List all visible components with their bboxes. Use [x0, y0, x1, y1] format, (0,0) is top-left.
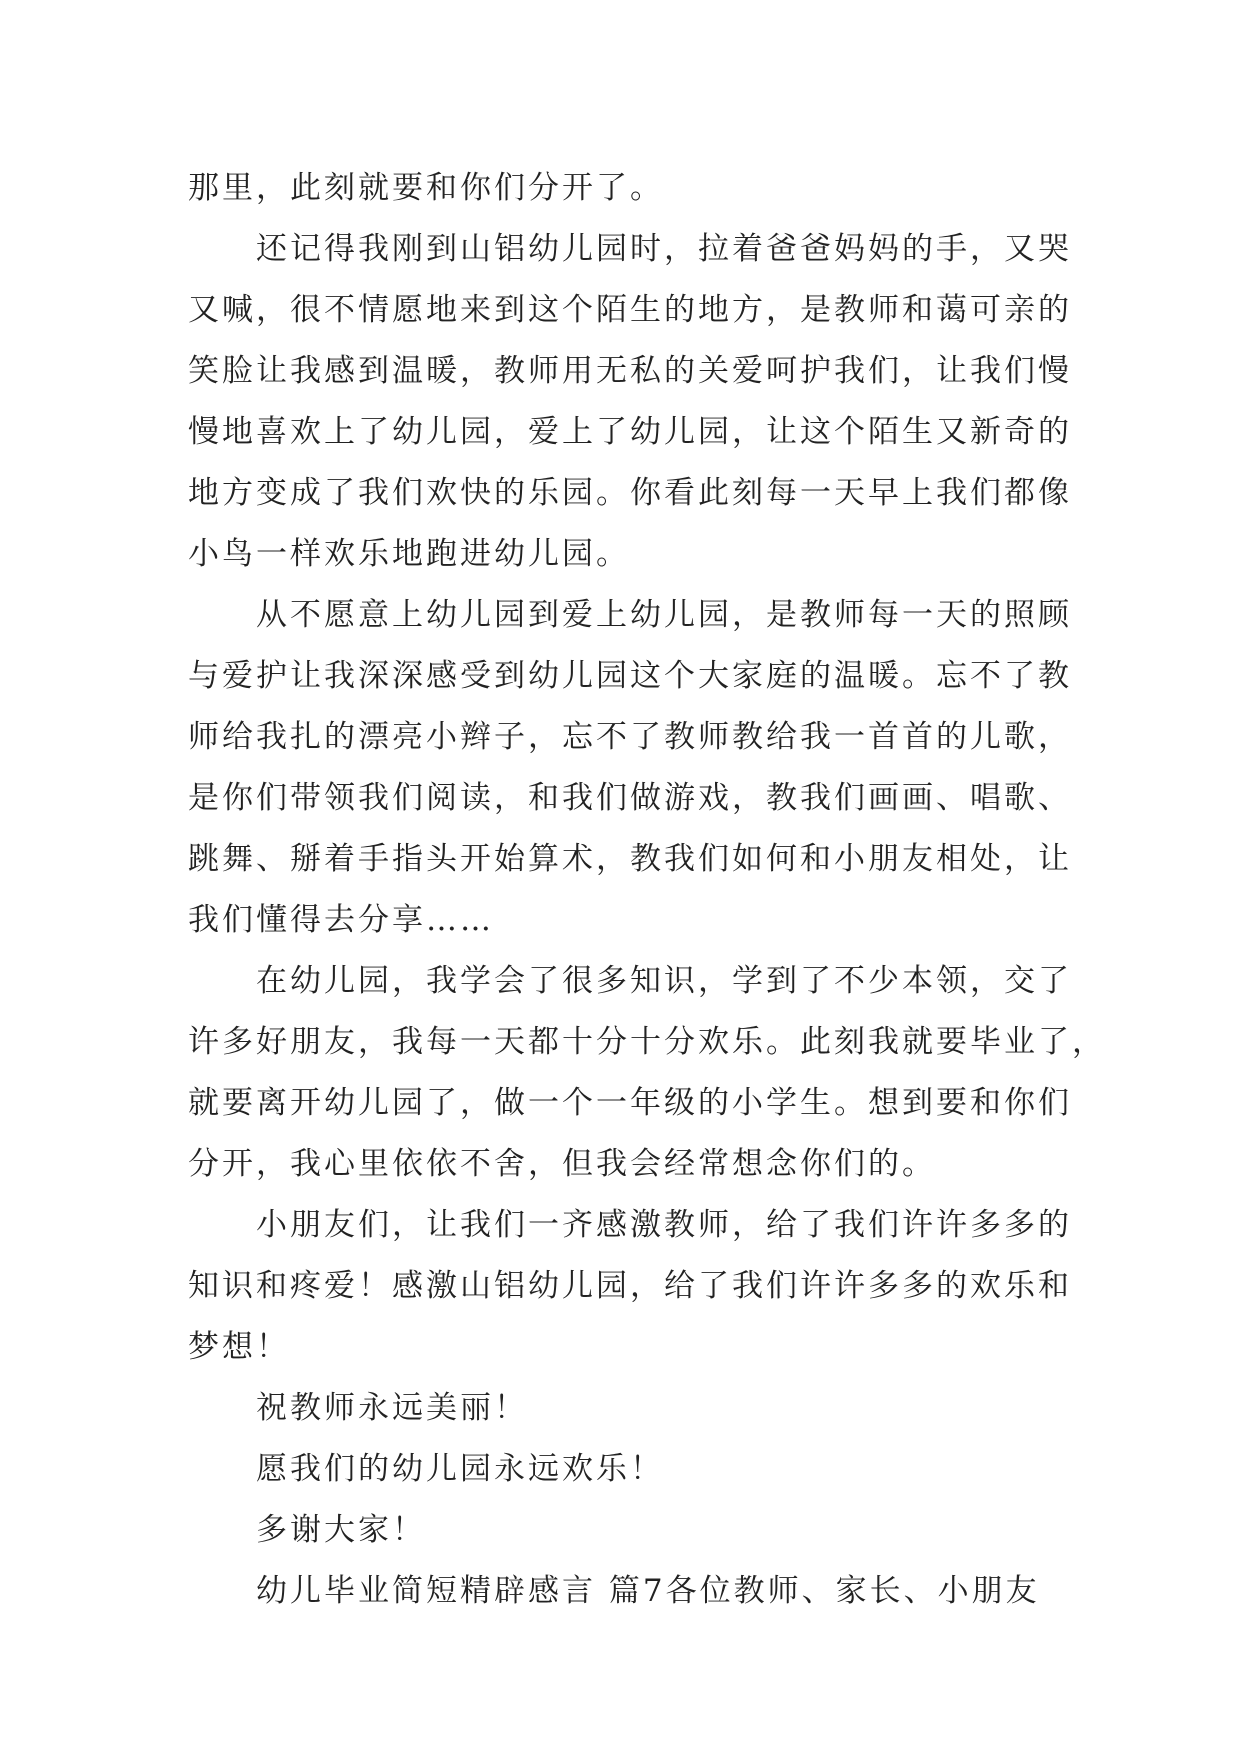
- paragraph-start-line: 从不愿意上幼儿园到爱上幼儿园，是教师每一天的照顾: [256, 597, 1072, 633]
- paragraph-start-line: 小朋友们，让我们一齐感激教师，给了我们许许多多的: [256, 1207, 1072, 1243]
- text-line: 那里，此刻就要和你们分开了。: [188, 170, 664, 206]
- text-line: 地方变成了我们欢快的乐园。你看此刻每一天早上我们都像: [188, 475, 1072, 511]
- text-line: 就要离开幼儿园了，做一个一年级的小学生。想到要和你们: [188, 1085, 1072, 1121]
- text-line: 慢地喜欢上了幼儿园，爱上了幼儿园，让这个陌生又新奇的: [188, 414, 1072, 450]
- text-line: 许多好朋友，我每一天都十分十分欢乐。此刻我就要毕业了，: [188, 1024, 1106, 1060]
- text-line: 小鸟一样欢乐地跑进幼儿园。: [188, 536, 630, 572]
- text-line: 分开，我心里依依不舍，但我会经常想念你们的。: [188, 1146, 936, 1182]
- text-line: 梦想！: [188, 1329, 290, 1365]
- text-line: 我们懂得去分享……: [188, 902, 494, 938]
- text-line: 跳舞、掰着手指头开始算术，教我们如何和小朋友相处，让: [188, 841, 1072, 877]
- section-heading-line: 幼儿毕业简短精辟感言 篇7各位教师、家长、小朋友: [256, 1573, 1040, 1609]
- text-line: 知识和疼爱！感激山铝幼儿园，给了我们许许多多的欢乐和: [188, 1268, 1072, 1304]
- text-line: 又喊，很不情愿地来到这个陌生的地方，是教师和蔼可亲的: [188, 292, 1072, 328]
- text-line: 笑脸让我感到温暖，教师用无私的关爱呵护我们，让我们慢: [188, 353, 1072, 389]
- document-body: [188, 158, 1106, 1622]
- text-line: 师给我扎的漂亮小辫子，忘不了教师教给我一首首的儿歌，: [188, 719, 1072, 755]
- text-line: 是你们带领我们阅读，和我们做游戏，教我们画画、唱歌、: [188, 780, 1072, 816]
- paragraph-start-line: 还记得我刚到山铝幼儿园时，拉着爸爸妈妈的手，又哭: [256, 231, 1072, 267]
- text-line: 与爱护让我深深感受到幼儿园这个大家庭的温暖。忘不了教: [188, 658, 1072, 694]
- blessing-line: 祝教师永远美丽！: [256, 1390, 528, 1426]
- thanks-line: 多谢大家！: [256, 1512, 426, 1548]
- paragraph-start-line: 在幼儿园，我学会了很多知识，学到了不少本领，交了: [256, 963, 1072, 999]
- blessing-line: 愿我们的幼儿园永远欢乐！: [256, 1451, 664, 1487]
